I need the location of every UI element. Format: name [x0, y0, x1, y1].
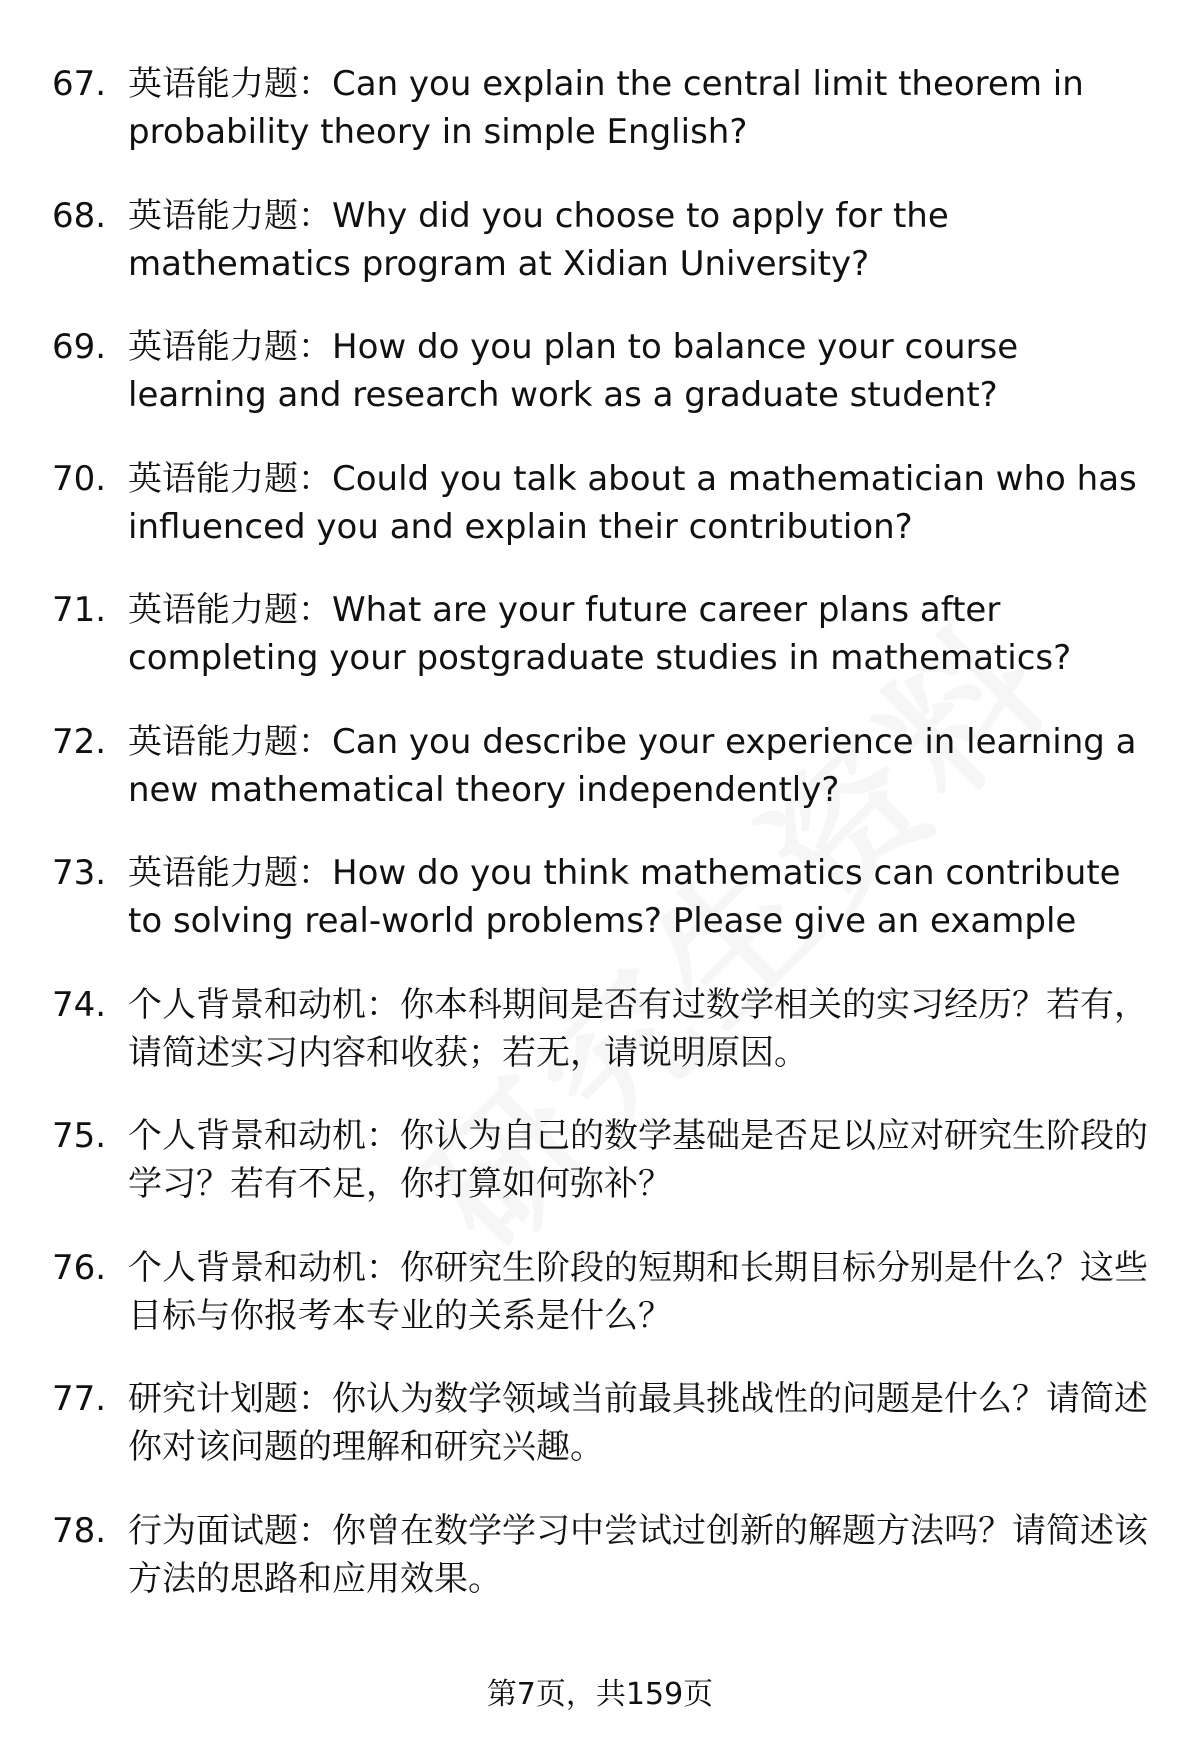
question-number: 77. [52, 1379, 107, 1419]
question-item [52, 60, 1162, 192]
question-item [52, 1507, 1162, 1639]
question-item [52, 1112, 1162, 1244]
question-item [52, 981, 1162, 1113]
question-number: 73. [52, 853, 107, 893]
page-footer: 第7页，共159页 [486, 1677, 714, 1712]
question-number: 75. [52, 1116, 107, 1156]
question-text: 英语能力题：What are your future career plans after completing your postgraduate studies in mathematics? [128, 590, 1072, 678]
question-number: 74. [52, 984, 107, 1025]
question-text: 英语能力题：Can you describe your experience in learning a new mathematical theory independently? [128, 721, 1137, 810]
question-number: 76. [52, 1247, 107, 1288]
question-item [52, 323, 1162, 455]
question-text: 英语能力题：Could you talk about a mathematician who has influenced you and explain their contribution? [128, 458, 1137, 547]
question-item [52, 455, 1162, 587]
question-item [52, 192, 1162, 324]
question-number: 71. [52, 590, 107, 630]
question-number: 67. [52, 64, 107, 104]
question-text: 英语能力题：How do you plan to balance your course learning and research work as a graduate student? [128, 327, 1019, 415]
question-item [52, 718, 1162, 850]
question-text: 英语能力题：Why did you choose to apply for the mathematics program at Xidian University? [128, 195, 949, 284]
question-number: 70. [52, 458, 107, 499]
question-text: 研究计划题：你认为数学领域当前最具挑战性的问题是什么？请简述你对该问题的理解和研究兴趣。 [128, 1379, 1148, 1467]
question-number: 72. [52, 721, 107, 762]
question-number: 69. [52, 327, 107, 367]
question-text: 个人背景和动机：你认为自己的数学基础是否足以应对研究生阶段的学习？若有不足，你打算如何弥补？ [128, 1116, 1148, 1204]
question-item [52, 1244, 1162, 1376]
question-text: 个人背景和动机：你研究生阶段的短期和长期目标分别是什么？这些目标与你报考本专业的关系是什么？ [128, 1247, 1148, 1336]
question-text: 英语能力题：How do you think mathematics can contribute to solving real-world problems? Please give an example [128, 853, 1121, 941]
question-number: 78. [52, 1510, 107, 1551]
question-text: 行为面试题：你曾在数学学习中尝试过创新的解题方法吗？请简述该方法的思路和应用效果。 [128, 1510, 1148, 1599]
question-number: 68. [52, 195, 107, 236]
question-text: 英语能力题：Can you explain the central limit theorem in probability theory in simple English? [128, 64, 1084, 152]
question-item [52, 586, 1162, 718]
question-item [52, 849, 1162, 981]
question-list [52, 60, 1162, 1638]
question-text: 个人背景和动机：你本科期间是否有过数学相关的实习经历？若有，请简述实习内容和收获；若无，请说明原因。 [128, 984, 1148, 1073]
question-item [52, 1375, 1162, 1507]
